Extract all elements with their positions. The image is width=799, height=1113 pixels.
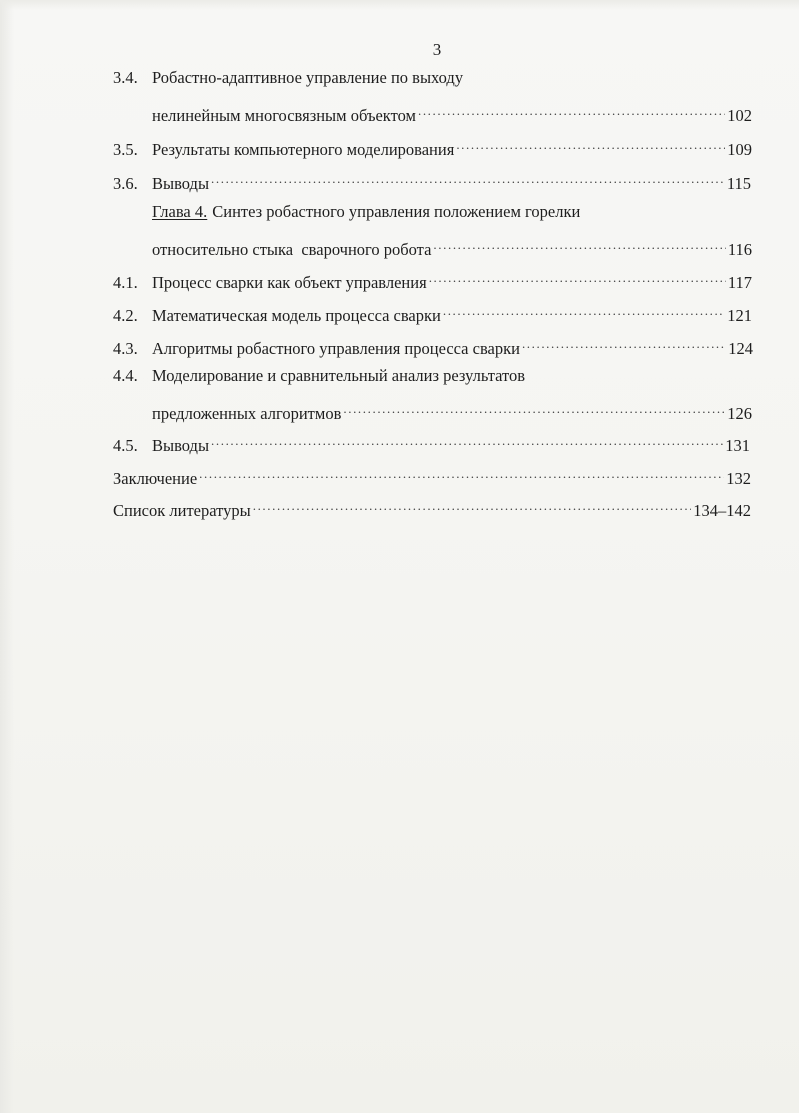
- dot-leader: [429, 268, 726, 288]
- dot-leader: [443, 301, 725, 321]
- toc-entry-3-4-continued: [152, 101, 752, 126]
- toc-chapter-4: [152, 202, 752, 222]
- toc-entry-page: 117: [727, 273, 752, 292]
- dot-leader: [522, 334, 726, 354]
- toc-entry-page: 131: [725, 436, 750, 455]
- toc-entry-number: 4.4.: [113, 366, 138, 385]
- toc-entry-4-4-continued: [152, 399, 752, 424]
- toc-entry-title: Заключение: [113, 469, 198, 488]
- toc-entry-page: 126: [727, 404, 752, 423]
- toc-entry-3-4: [113, 68, 753, 88]
- toc-entry-page: 116: [727, 240, 752, 259]
- scan-shadow-top: [0, 0, 799, 10]
- toc-entry-title: Синтез робастного управления положением горелки: [212, 202, 581, 221]
- toc-entry-4-2: [113, 301, 752, 326]
- toc-entry-title: предложенных алгоритмов: [152, 404, 342, 423]
- dot-leader: [199, 464, 724, 484]
- toc-entry-title: Результаты компьютерного моделирования: [152, 140, 455, 159]
- dot-leader: [456, 135, 725, 155]
- toc-entry-page: 115: [726, 174, 751, 193]
- dot-leader: [343, 399, 725, 419]
- scan-shadow-left: [0, 0, 14, 1113]
- toc-entry-page: 102: [727, 106, 752, 125]
- toc-entry-number: 3.6.: [113, 174, 138, 193]
- toc-entry-title: нелинейным многосвязным объектом: [152, 106, 416, 125]
- dot-leader: [418, 101, 725, 121]
- toc-entry-page: 134–142: [693, 501, 751, 520]
- toc-entry-title: Алгоритмы робастного управления процесса сварки: [152, 339, 520, 358]
- toc-entry-number: 4.1.: [113, 273, 138, 292]
- toc-entry-page: 132: [726, 469, 751, 488]
- toc-entry-number: 3.5.: [113, 140, 138, 159]
- toc-entry-page: 121: [727, 306, 752, 325]
- toc-entry-3-5: [113, 135, 752, 160]
- toc-entry-number: 4.5.: [113, 436, 138, 455]
- toc-entry-4-4: [113, 366, 753, 386]
- toc-entry-title: относительно стыка сварочного робота: [152, 240, 432, 259]
- dot-leader: [211, 169, 725, 189]
- toc-entry-4-1: [113, 268, 752, 293]
- toc-entry-number: 3.4.: [113, 68, 138, 87]
- toc-entry-title: Список литературы: [113, 501, 251, 520]
- dot-leader: [253, 496, 692, 516]
- dot-leader: [211, 431, 723, 451]
- toc-entry-title: Моделирование и сравнительный анализ результатов: [152, 366, 526, 385]
- chapter-label: Глава 4.: [152, 202, 208, 221]
- toc-chapter-4-continued: [152, 235, 752, 260]
- dot-leader: [433, 235, 725, 255]
- toc-entry-4-3: [113, 334, 753, 359]
- toc-entry-title: Процесс сварки как объект управления: [152, 273, 427, 292]
- page-number: 3: [432, 40, 442, 59]
- toc-entry-title: Робастно-адаптивное управление по выходу: [152, 68, 464, 87]
- toc-entry-title: Выводы: [152, 436, 210, 455]
- toc-entry-3-6: [113, 169, 751, 194]
- toc-entry-references: [113, 496, 751, 521]
- toc-entry-title: Выводы: [152, 174, 210, 193]
- toc-entry-number: 4.2.: [113, 306, 138, 325]
- toc-entry-title: Математическая модель процесса сварки: [152, 306, 441, 325]
- toc-entry-number: 4.3.: [113, 339, 138, 358]
- toc-entry-page: 124: [728, 339, 753, 358]
- toc-entry-conclusion: [113, 464, 751, 489]
- toc-entry-page: 109: [727, 140, 752, 159]
- toc-entry-4-5: [113, 431, 750, 456]
